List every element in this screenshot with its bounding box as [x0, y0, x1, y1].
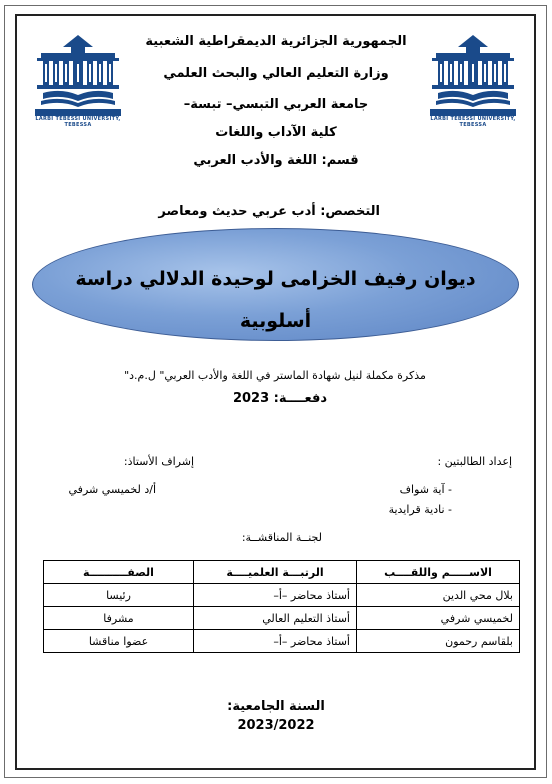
supervisor-name: أ/د لخميسي شرفي [68, 483, 156, 496]
member-role: عضوا مناقشا [44, 630, 194, 653]
specialty-line: التخصص: أدب عربي حديث ومعاصر [158, 204, 380, 219]
member-rank: أستاذ محاضر –أ– [194, 584, 357, 607]
students-label: إعداد الطالبتين : [437, 455, 512, 468]
member-name: بلقاسم رحمون [357, 630, 520, 653]
logo-caption: LARBI TEBESSI UNIVERSITY, TEBESSA [35, 116, 121, 128]
table-row [44, 607, 520, 630]
table-row [44, 584, 520, 607]
republic-line: الجمهورية الجزائرية الديمقراطية الشعبية [145, 34, 407, 49]
faculty-line: كلية الآداب واللغات [215, 125, 337, 140]
member-rank: أستاذ محاضر –أ– [194, 630, 357, 653]
supervisor-label: إشراف الأستاذ: [123, 455, 194, 468]
table-row [44, 630, 520, 653]
member-name: لخميسي شرفي [357, 607, 520, 630]
batch-year: 2023 [232, 391, 270, 406]
batch-line [210, 391, 350, 406]
department-line: قسم: اللغة والأدب العربي [193, 153, 359, 168]
member-role: مشرفا [44, 607, 194, 630]
student-name-1: - آية شواف [399, 483, 452, 496]
committee-table [43, 560, 520, 653]
logo-caption: LARBI TEBESSI UNIVERSITY, TEBESSA [430, 116, 516, 128]
table-header-row [44, 561, 520, 584]
academic-year-label: السنة الجامعية: [227, 699, 325, 714]
column-header: الصفــــــــــة [44, 561, 194, 584]
academic-year-value: 2023/2022 [237, 718, 315, 733]
committee-label: لجنــة المناقشــة: [241, 531, 322, 544]
member-role: رئيسا [44, 584, 194, 607]
ministry-line: وزارة التعليم العالي والبحث العلمي [163, 66, 389, 81]
degree-note: مذكرة مكملة لنيل شهادة الماستر في اللغة والأدب العربي" ل.م.د" [124, 369, 426, 382]
column-header: الاســـــم واللقــــب [357, 561, 520, 584]
batch-label: دفعــــة: [273, 391, 328, 406]
column-header: الرتبـــة العلميــــة [194, 561, 357, 584]
thesis-title-line1: ديوان رفيف الخزامى لوحيدة الدلالي دراسة [75, 268, 476, 290]
university-line: جامعة العربي التبسي– تبسة– [183, 97, 369, 112]
member-rank: أستاذ التعليم العالي [194, 607, 357, 630]
thesis-title-line2: أسلوبية [239, 310, 312, 332]
member-name: بلال محي الدين [357, 584, 520, 607]
student-name-2: - نادية قرايدية [388, 503, 452, 516]
